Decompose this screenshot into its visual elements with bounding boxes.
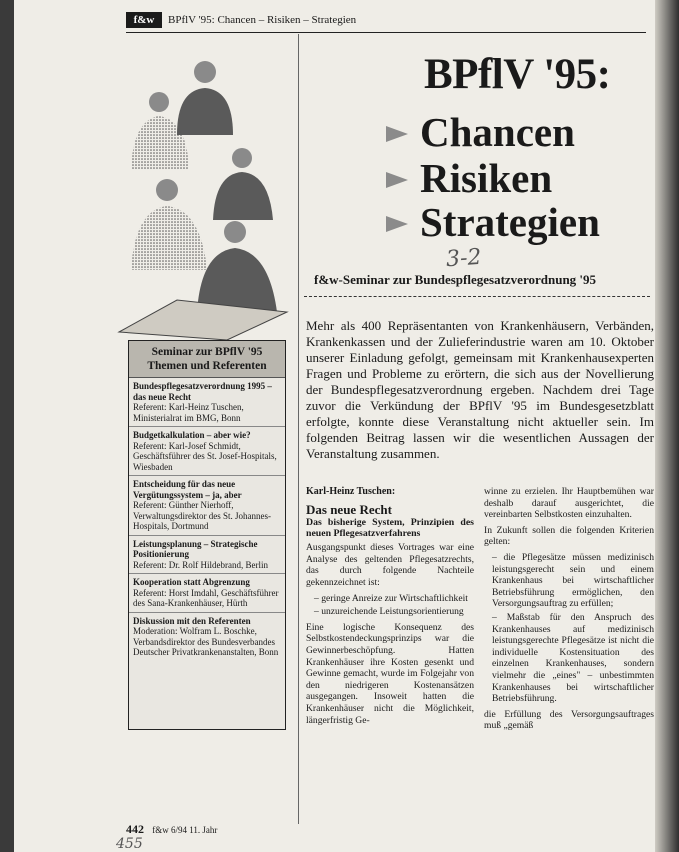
sidebar-item-speaker: Referent: Dr. Rolf Hildebrand, Berlin bbox=[133, 559, 268, 570]
sidebar-item bbox=[129, 536, 285, 575]
paragraph: die Erfüllung des Versorgungsauftrages muß „gemäß bbox=[484, 708, 654, 732]
section-heading: Das neue Recht bbox=[306, 501, 392, 517]
paragraph: Ausgangspunkt dieses Vortrages war eine Analyse des geltenden Pflegesatzrechts, das durch folgende Nachteile gekennzeichnet ist: bbox=[306, 542, 474, 588]
column-divider bbox=[298, 34, 299, 824]
page-number: 442 bbox=[126, 822, 144, 836]
page-footer bbox=[126, 822, 296, 837]
sidebar-item bbox=[129, 427, 285, 476]
lead-paragraph: Mehr als 400 Repräsentanten von Krankenhäusern, Verbänden, Krankenkassen und der Zulieferindustrie waren am 10. Oktober unserer Einladung gefolgt, gemeinsam mit Krankenhausexperten Fragen und Probleme zu erörtern, die sich aus der Novellierung der Bundespflegesatzverordnung ergeben. Nachdem drei Tage zuvor die Verkündung der BPflV '95 im Bundesgesetzblatt erfolgte, konnte diese Veranstaltung nicht aktueller sein. Im folgenden Beitrag lassen wir die wesentlichen Aussagen der Veranstaltung zusammen. bbox=[306, 318, 654, 461]
sidebar-item-speaker: Referent: Karl-Josef Schmidt, Geschäftsführer des St. Josef-Hospitals, Wiesbaden bbox=[133, 440, 277, 472]
sidebar-item-speaker: Referent: Karl-Heinz Tuschen, Ministerialrat im BMG, Bonn bbox=[133, 402, 244, 423]
sidebar-item-speaker: Referent: Horst Imdahl, Geschäftsführer des Sana-Krankenhäuser, Hürth bbox=[133, 587, 279, 608]
sidebar-item-topic: Entscheidung für das neue Vergütungssystem – ja, aber bbox=[133, 479, 242, 500]
handwritten-note: 3-2 bbox=[445, 244, 483, 273]
running-header bbox=[126, 12, 646, 33]
fw-logo: f&w bbox=[126, 12, 162, 28]
criteria-list bbox=[306, 593, 474, 618]
headline: BPflV '95: bbox=[424, 51, 611, 98]
paragraph: In Zukunft sollen die folgenden Kriterien gelten: bbox=[484, 524, 654, 548]
sidebar-item-topic: Leistungsplanung – Strategische Positionierung bbox=[133, 538, 258, 559]
issue-info: f&w 6/94 11. Jahr bbox=[152, 825, 218, 835]
list-item: – unzureichende Leistungsorientierung bbox=[314, 606, 474, 618]
sidebar-item-topic: Kooperation statt Abgrenzung bbox=[133, 577, 250, 587]
subsection-heading: Das bisherige System, Prinzipien des neuen Pflegesatzverfahrens bbox=[306, 517, 474, 540]
list-item: – Maßstab für den Anspruch des Krankenhauses auf medizinisch leistungsgerechte Pflegesätze ist nicht die individuelle Kostensituation des einzelnen Krankenhauses, sondern vielmehr die „eines" – unbestimmten Krankenhauses bei wirtschaftlicher Betriebsführung. bbox=[492, 612, 654, 705]
sidebar-item-speaker: Referent: Günther Nierhoff, Verwaltungsdirektor des St. Johannes-Hospitals, Dortmund bbox=[133, 500, 271, 531]
keyword-strategien: Strategien bbox=[386, 198, 600, 246]
subtitle: f&w-Seminar zur Bundespflegesatzverordnung '95 bbox=[314, 272, 597, 287]
people-illustration bbox=[117, 50, 293, 340]
sidebar-item-topic: Bundespflegesatzverordnung 1995 – das neue Recht bbox=[133, 381, 272, 402]
sidebar-item bbox=[129, 476, 285, 536]
keyword-risiken: Risiken bbox=[386, 154, 552, 202]
sidebar-item-topic: Budgetkalkulation – aber wie? bbox=[133, 430, 251, 440]
sidebar-title: Seminar zur BPflV '95 Themen und Referenten bbox=[129, 341, 285, 378]
article-column-1 bbox=[306, 486, 474, 730]
article-author: Karl-Heinz Tuschen: bbox=[306, 486, 396, 497]
seminar-sidebar bbox=[128, 340, 286, 730]
sidebar-item bbox=[129, 613, 285, 661]
sidebar-items bbox=[129, 378, 285, 661]
handwritten-page-note: 455 bbox=[116, 836, 143, 852]
sidebar-item-topic: Diskussion mit den Referenten bbox=[133, 615, 251, 626]
sidebar-item bbox=[129, 378, 285, 427]
arrow-icon bbox=[386, 126, 408, 142]
arrow-icon bbox=[386, 172, 408, 188]
sidebar-item-speaker: Moderation: Wolfram L. Boschke, Verbandsdirektor des Bundesverbandes Deutscher Privatkrankenanstalten, Bonn bbox=[133, 626, 279, 657]
arrow-icon bbox=[386, 216, 408, 232]
dashed-rule bbox=[304, 296, 650, 297]
paragraph: Eine logische Konsequenz des Selbstkostendeckungsprinzips war die Gewinnerbeschöpfung. Hatten Krankenhäuser ihre Kosten gesenkt und Gewinne gemacht, wurde im Folgejahr von den niedrigeren Kostenansätzen ausgegangen. Insoweit hatten die Krankenhäuser nicht die Möglichkeit, längerfristig Ge- bbox=[306, 621, 474, 726]
list-item: – die Pflegesätze müssen medizinisch leistungsgerecht sein und einem Krankenhaus bei wirtschaftlicher Betriebsführung ermöglichen, den Versorgungsauftrag zu erfüllen; bbox=[492, 552, 654, 610]
scan-edge-left bbox=[0, 0, 14, 852]
scan-edge-right bbox=[655, 0, 679, 852]
criteria-list bbox=[484, 552, 654, 705]
running-title: BPflV '95: Chancen – Risiken – Strategien bbox=[168, 14, 357, 26]
sidebar-item bbox=[129, 574, 285, 613]
article-column-2 bbox=[484, 486, 654, 736]
list-item: – geringe Anreize zur Wirtschaftlichkeit bbox=[314, 593, 474, 605]
paragraph: winne zu erzielen. Ihr Hauptbemühen war deshalb darauf ausgerichtet, die vereinbarten Selbstkosten einzuhalten. bbox=[484, 486, 654, 521]
keyword-chancen: Chancen bbox=[386, 108, 575, 156]
